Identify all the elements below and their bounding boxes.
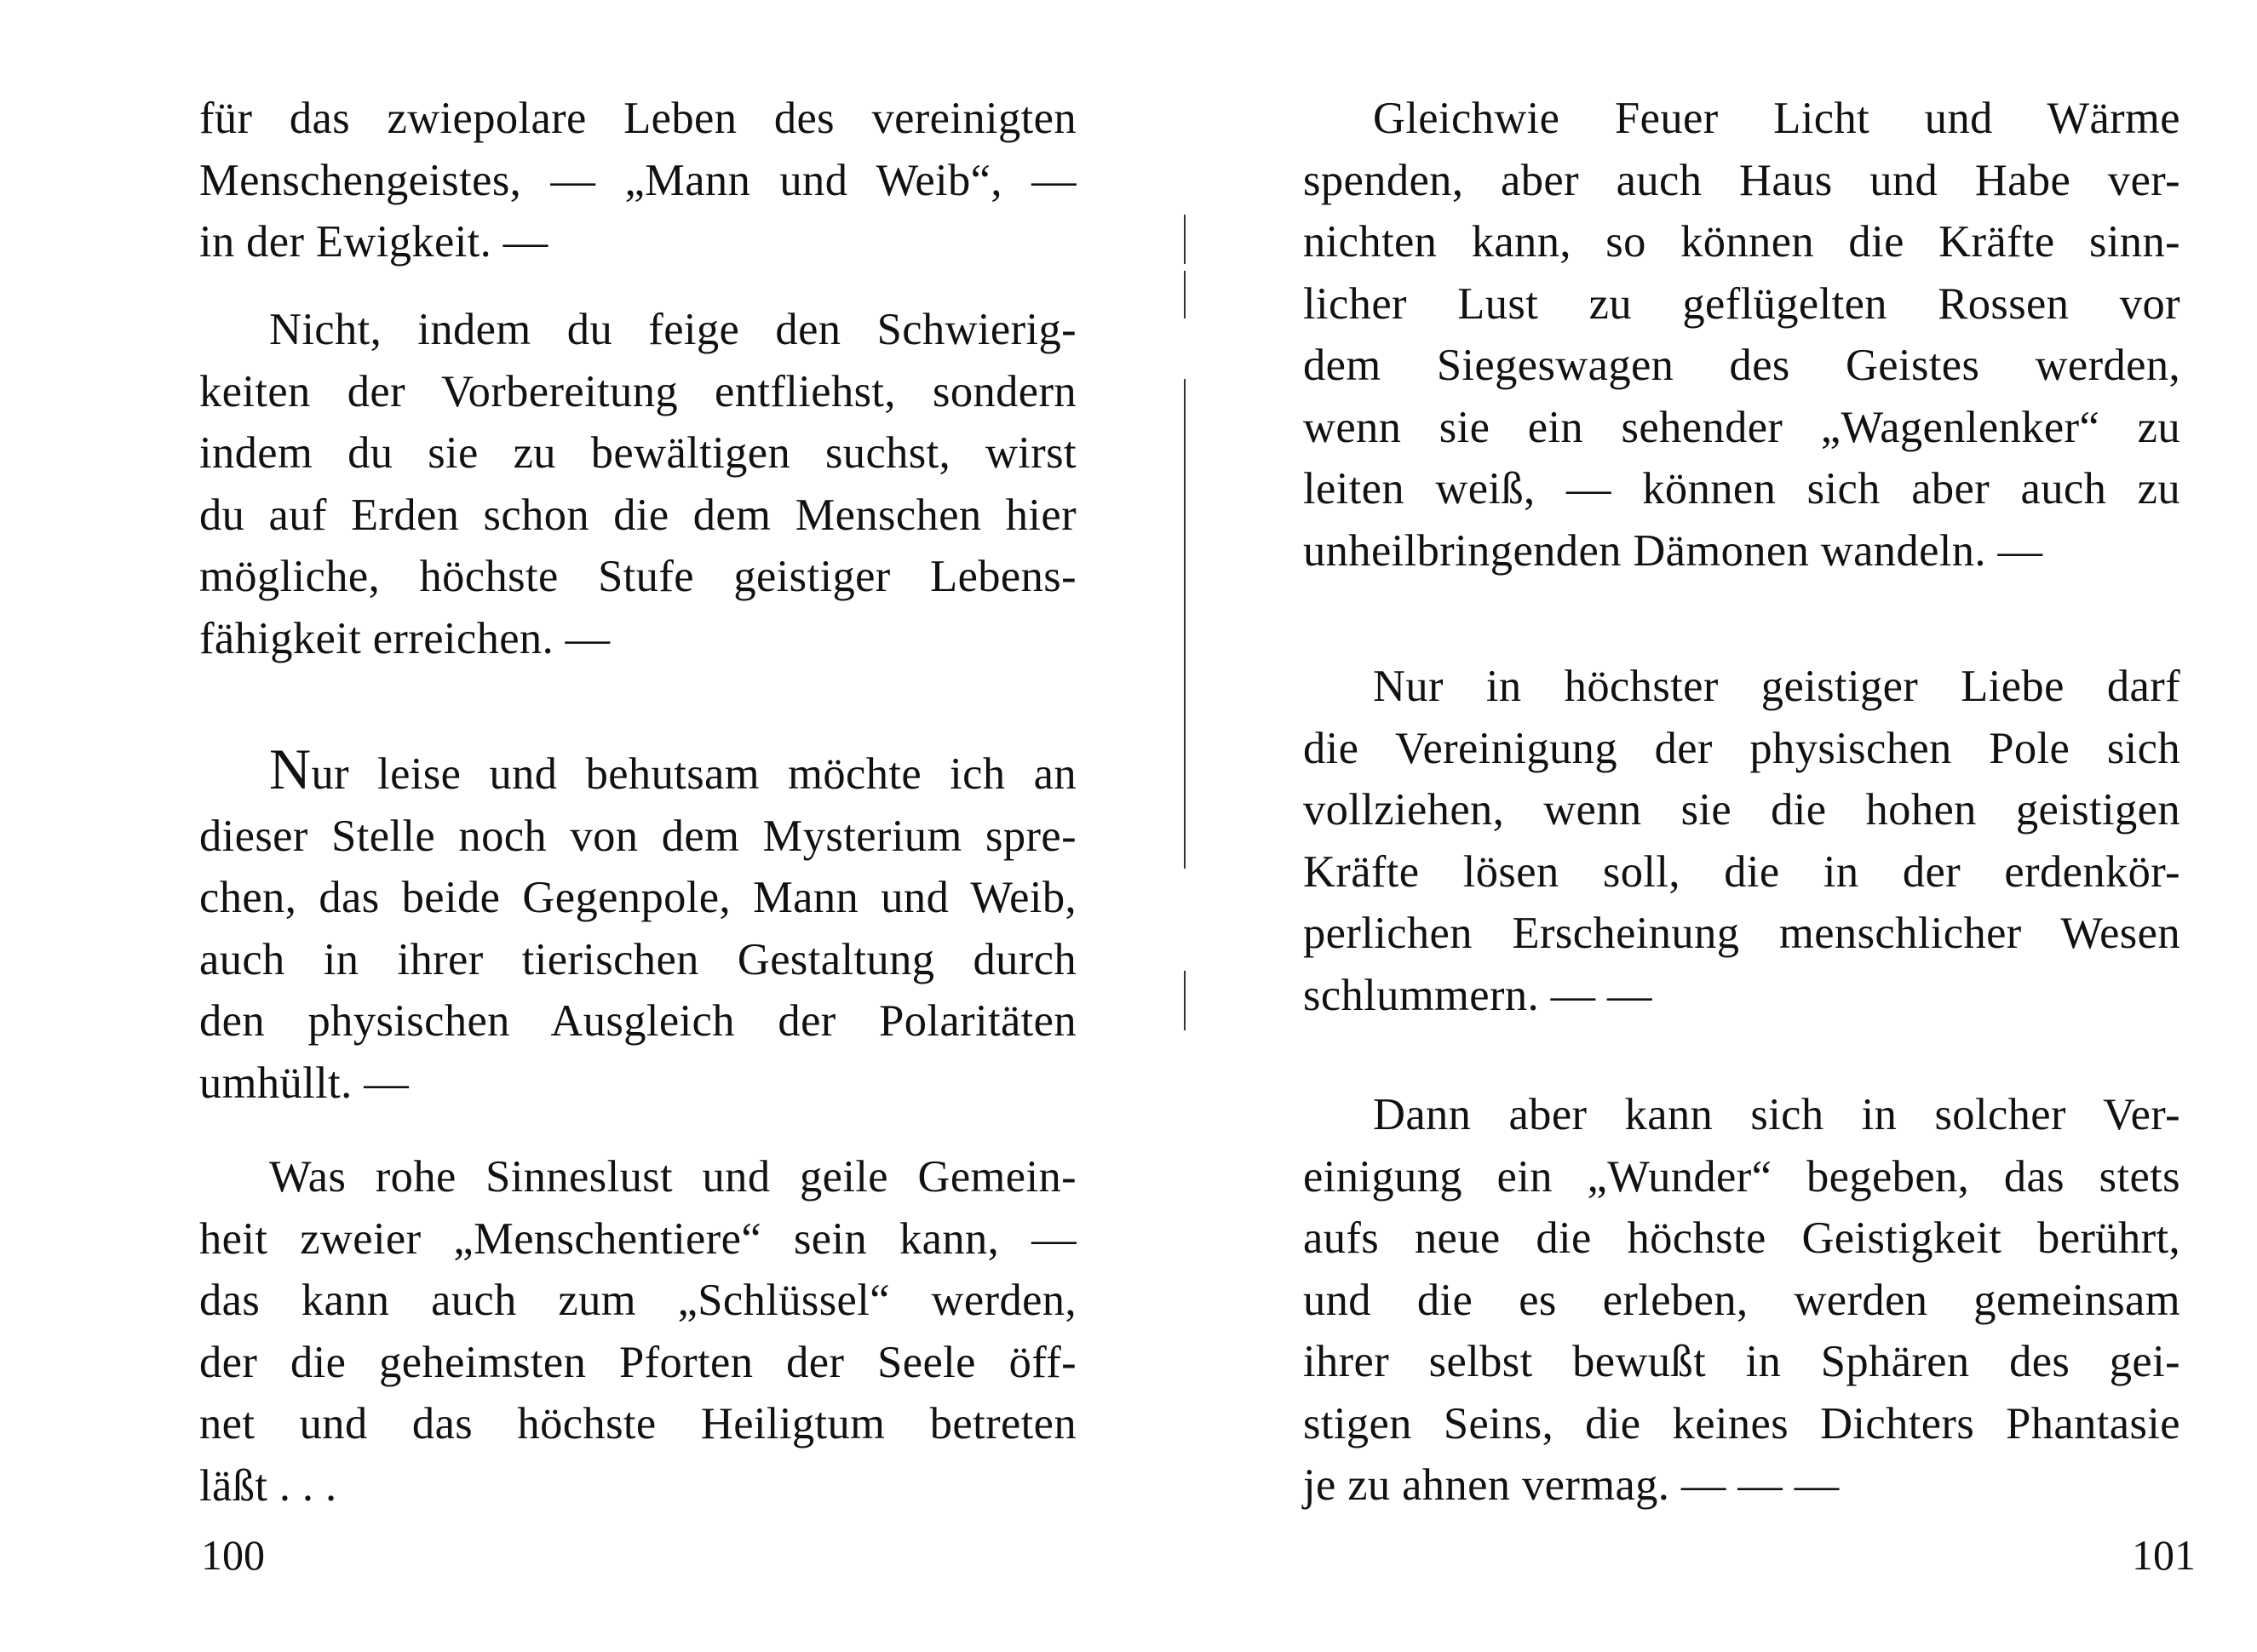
text-line: vollziehen, wenn sie die hohen geistigen (1303, 785, 2180, 835)
left-paragraph-1 (199, 299, 1077, 669)
text-line: nichten kann, so können die Kräfte sinn- (1303, 217, 2180, 267)
text-line: indem du sie zu bewältigen suchst, wirst (199, 428, 1077, 478)
text-line: stigen Seins, die keines Dichters Phantasie (1303, 1398, 2180, 1448)
text-line: aufs neue die höchste Geistigkeit berührt, (1303, 1213, 2180, 1263)
text-line: dieser Stelle noch von dem Mysterium spre- (199, 811, 1077, 861)
text-line: Was rohe Sinneslust und geile Gemein- (269, 1152, 1077, 1202)
text-line (199, 737, 1077, 806)
text-line: für das zwiepolare Leben des vereinigten (199, 94, 1077, 143)
text-line: chen, das beide Gegenpole, Mann und Weib, (199, 873, 1077, 922)
text-line: je zu ahnen vermag. — — — (1303, 1460, 1840, 1510)
right-paragraph-3 (1303, 1084, 2180, 1517)
page-number-left: 100 (201, 1531, 265, 1579)
left-page (0, 0, 1128, 1652)
text-line: unheilbringenden Dämonen wandeln. — (1303, 525, 2043, 576)
text-line: perlichen Erscheinung menschlicher Wesen (1303, 909, 2180, 958)
text-line: Nicht, indem du feige den Schwierig- (269, 305, 1077, 354)
right-paragraph-2 (1303, 656, 2180, 1026)
text-line: läßt . . . (199, 1460, 337, 1511)
text-line: net und das höchste Heiligtum betreten (199, 1399, 1077, 1448)
first-line-text: ur leise und behutsam möchte ich an (311, 749, 1077, 799)
text-line: Gleichwie Feuer Licht und Wärme (1373, 94, 2180, 143)
text-line: licher Lust zu geflügelten Rossen vor (1303, 278, 2180, 329)
text-line: dem Siegeswagen des Geistes werden, (1303, 341, 2180, 390)
text-line: Kräfte lösen soll, die in der erdenkör- (1303, 846, 2180, 897)
text-line: in der Ewigkeit. — (199, 217, 548, 267)
text-line: den physischen Ausgleich der Polaritäten (199, 996, 1077, 1046)
left-paragraph-3 (199, 1146, 1077, 1517)
text-line: heit zweier „Menschentiere“ sein kann, — (199, 1213, 1077, 1264)
text-line: mögliche, höchste Stufe geistiger Lebens- (199, 552, 1077, 601)
text-line: Nur in höchster geistiger Liebe darf (1373, 662, 2180, 711)
text-line: die Vereinigung der physischen Pole sich (1303, 723, 2180, 773)
text-line: einigung ein „Wunder“ begeben, das stets (1303, 1151, 2180, 1202)
text-line: umhüllt. — (199, 1058, 410, 1108)
right-page (1128, 0, 2257, 1652)
text-line: und die es erleben, werden gemeinsam (1303, 1275, 2180, 1325)
text-line: das kann auch zum „Schlüssel“ werden, (199, 1276, 1077, 1325)
text-line: der die geheimsten Pforten der Seele öff- (199, 1337, 1077, 1387)
text-line: ihrer selbst bewußt in Sphären des gei- (1303, 1337, 2180, 1386)
text-line: Menschengeistes, — „Mann und Weib“, — (199, 155, 1077, 205)
initial-letter: N (269, 737, 312, 801)
text-line: keiten der Vorbereitung entfliehst, sondern (199, 366, 1077, 416)
page-number-right: 101 (2132, 1531, 2196, 1579)
text-line: Dann aber kann sich in solcher Ver- (1373, 1090, 2180, 1139)
text-line: schlummern. — — (1303, 970, 1652, 1020)
left-continuation (199, 88, 1077, 273)
text-line: wenn sie ein sehender „Wagenlenker“ zu (1303, 402, 2180, 452)
text-line: leiten weiß, — können sich aber auch zu (1303, 464, 2180, 513)
text-line: spenden, aber auch Haus und Habe ver- (1303, 155, 2180, 205)
text-line: auch in ihrer tierischen Gestaltung durch (199, 934, 1077, 984)
left-paragraph-2 (199, 737, 1077, 1114)
text-line: fähigkeit erreichen. — (199, 613, 611, 663)
right-paragraph-1 (1303, 88, 2180, 582)
text-line: du auf Erden schon die dem Menschen hier (199, 490, 1077, 540)
